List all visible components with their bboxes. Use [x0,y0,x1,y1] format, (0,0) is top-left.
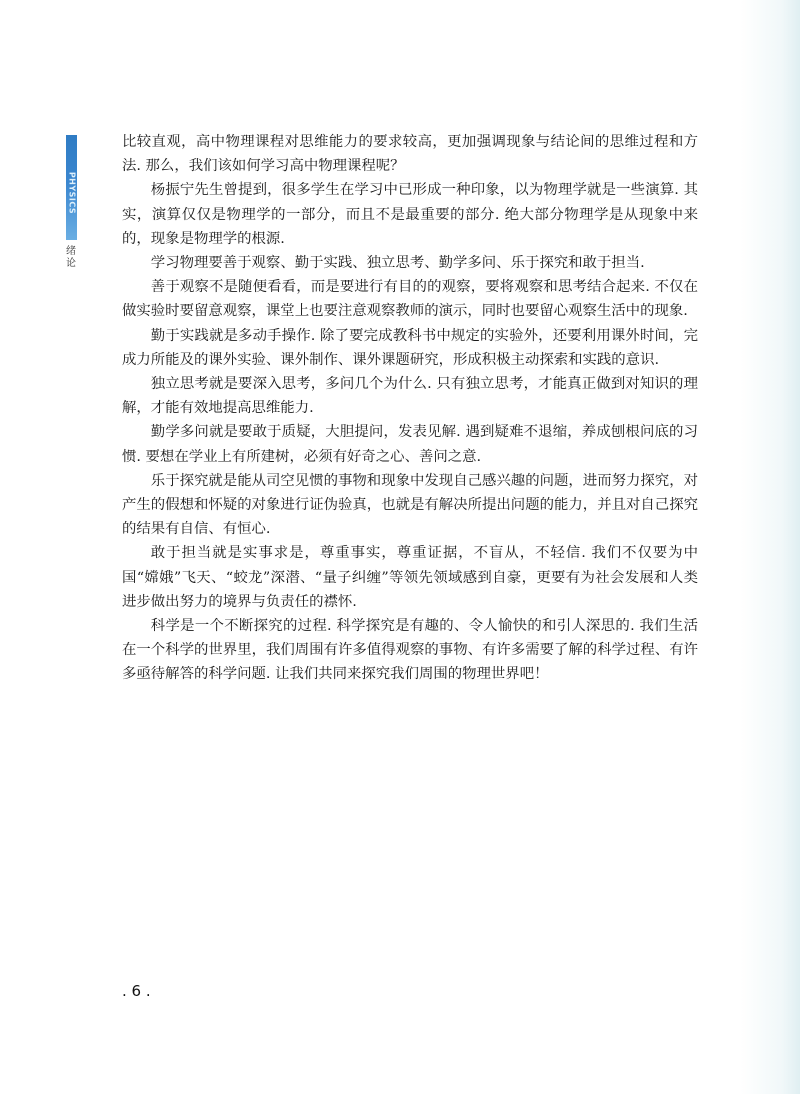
paragraph: 科学是一个不断探究的过程. 科学探究是有趣的、令人愉快的和引人深思的. 我们生活在一个科学的世界里，我们周围有许多值得观察的事物、有许多需要了解的科学过程、有许多亟待解答的科学问题. 让我们共同来探究我们周围的物理世界吧！ [122,618,698,683]
paragraph: 敢于担当就是实事求是，尊重事实，尊重证据，不盲从，不轻信. 我们不仅要为中国“嫦娥”飞天、“蛟龙”深潜、“量子纠缠”等领先领域感到自豪，更要有为社会发展和人类进步做出努力的境界与负责任的襟怀. [122,545,698,610]
paragraph: 学习物理要善于观察、勤于实践、独立思考、勤学多问、乐于探究和敢于担当. [150,255,645,272]
paragraph: 勤于实践就是多动手操作. 除了要完成教科书中规定的实验外，还要利用课外时间，完成力所能及的课外实验、课外制作、课外课题研究，形成积极主动探索和实践的意识. [122,327,698,368]
paragraph: 勤学多问就是要敢于质疑，大胆提问，发表见解. 遇到疑难不退缩，养成刨根问底的习惯. 要想在学业上有所建树，必须有好奇之心、善问之意. [122,424,698,465]
section-label: 绪论 [66,246,76,269]
chapter-tab [66,135,77,240]
chapter-tab-label: PHYSICS [67,171,76,214]
page-edge-shade [740,0,800,1094]
paragraph: 比较直观，高中物理课程对思维能力的要求较高，更加强调现象与结论间的思维过程和方法. 那么，我们该如何学习高中物理课程呢？ [122,134,698,175]
paragraph: 善于观察不是随便看看，而是要进行有目的的观察，要将观察和思考结合起来. 不仅在做实验时要留意观察，课堂上也要注意观察教师的演示，同时也要留心观察生活中的现象. [122,279,698,320]
page-number: . 6 . [122,982,151,1000]
paragraph: 杨振宁先生曾提到，很多学生在学习中已形成一种印象，以为物理学就是一些演算. 其实，演算仅仅是物理学的一部分，而且不是最重要的部分. 绝大部分物理学是从现象中来的，现象是物理学的根源. [122,182,698,247]
body-text [122,130,698,687]
paragraph: 乐于探究就是能从司空见惯的事物和现象中发现自己感兴趣的问题，进而努力探究，对产生的假想和怀疑的对象进行证伪验真，也就是有解决所提出问题的能力，并且对自己探究的结果有自信、有恒心. [122,472,698,538]
paragraph: 独立思考就是要深入思考，多问几个为什么. 只有独立思考，才能真正做到对知识的理解，才能有效地提高思维能力. [122,376,698,417]
